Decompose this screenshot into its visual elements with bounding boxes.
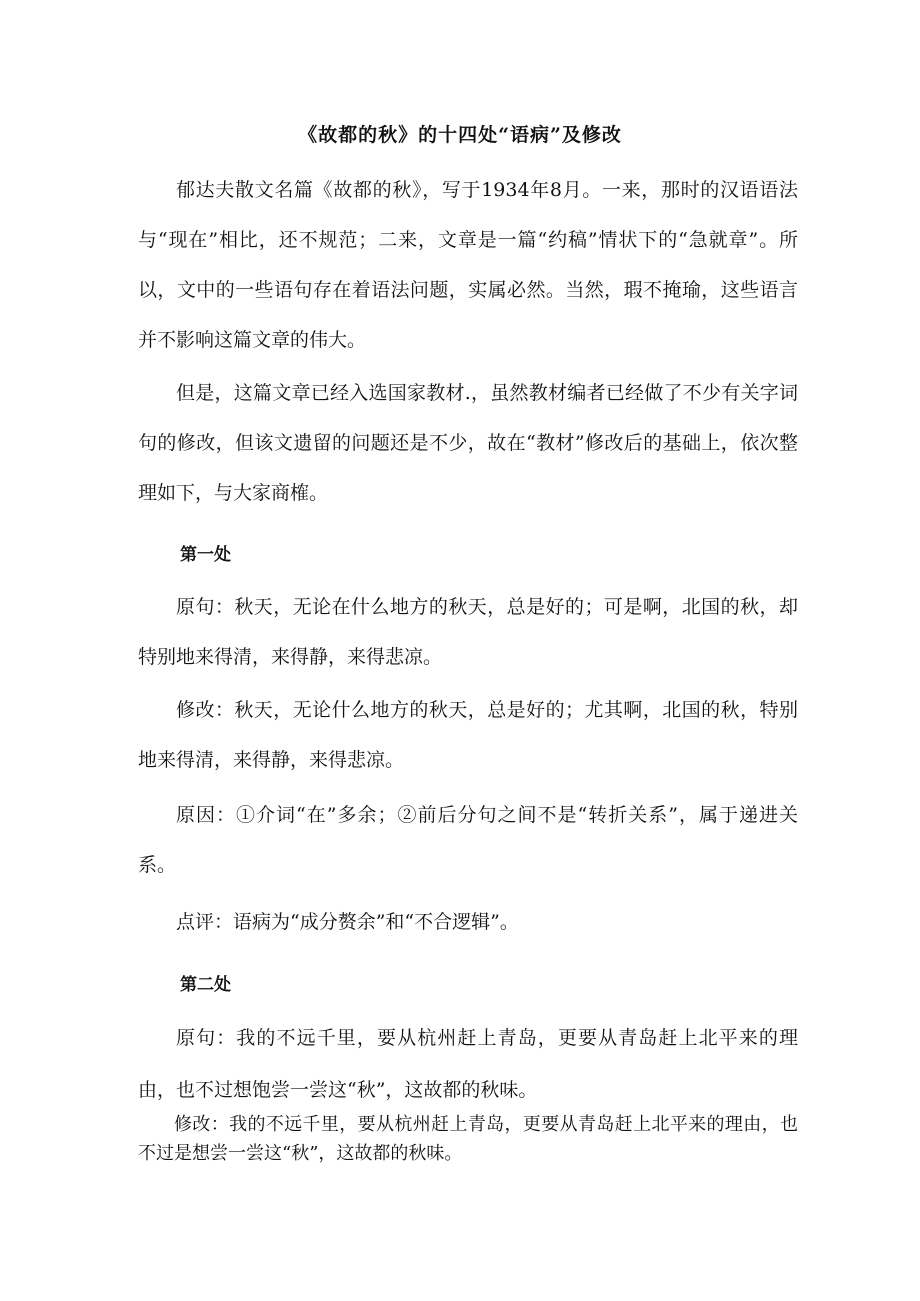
document-title: 《故都的秋》的十四处“语病”及修改 [298,124,622,146]
section-1-heading: 第一处 [180,545,231,565]
section-2-original: 原句：我的不远千里，要从杭州赶上青岛，更要从青岛赶上北平来的理由，也不过想饱尝一尝这“秋”，这故都的秋味。 [138,1027,798,1101]
section-1-reason: 原因：①介词“在”多余；②前后分句之间不是“转折关系”，属于递进关系。 [138,804,798,876]
section-2-heading: 第二处 [180,975,231,995]
section-1-original: 原句：秋天，无论在什么地方的秋天，总是好的；可是啊，北国的秋，却特别地来得清，来得静，来得悲凉。 [138,596,798,668]
section-2-revision: 修改：我的不远千里，要从杭州赶上青岛，更要从青岛赶上北平来的理由，也不过是想尝一尝这“秋”，这故都的秋味。 [138,1114,798,1164]
intro-paragraph-2: 但是，这篇文章已经入选国家教材.，虽然教材编者已经做了不少有关字词句的修改，但该文遗留的问题还是不少，故在“教材”修改后的基础上，依次整理如下，与大家商榷。 [138,382,798,504]
section-1-revision: 修改：秋天，无论什么地方的秋天，总是好的；尤其啊，北国的秋，特别地来得清，来得静，来得悲凉。 [138,699,798,771]
section-1-comment: 点评：语病为“成分赘余”和“不合逻辑”。 [176,911,519,933]
intro-paragraph-1: 郁达夫散文名篇《故都的秋》，写于1934年8月。一来，那时的汉语语法与“现在”相比，还不规范；二来，文章是一篇“约稿”情状下的“急就章”。所以，文中的一些语句存在着语法问题，实属必然。当然，瑕不掩瑜，这些语言并不影响这篇文章的伟大。 [138,179,798,351]
